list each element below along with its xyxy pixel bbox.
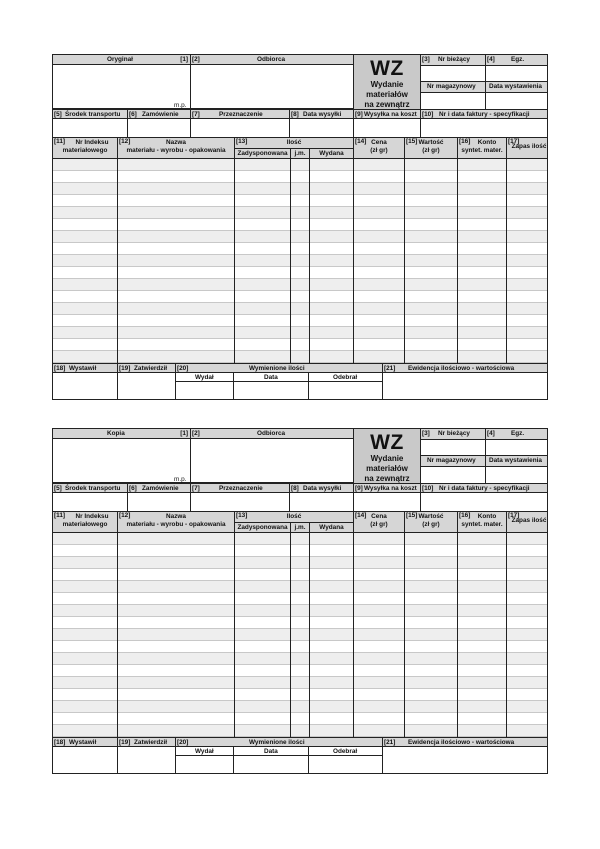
przeznaczenie-field[interactable] xyxy=(190,118,290,138)
mp-label: m.p. xyxy=(174,102,187,109)
table-row[interactable] xyxy=(53,677,548,689)
recipient-field[interactable] xyxy=(190,64,354,109)
srodek-num: [5] xyxy=(54,111,62,118)
column-divider xyxy=(457,533,458,738)
table-row[interactable] xyxy=(53,653,548,665)
issuer-field[interactable] xyxy=(52,438,191,483)
odebral-field[interactable] xyxy=(308,381,383,400)
col12-header xyxy=(117,137,235,159)
col16-num: [16] xyxy=(459,512,471,519)
recipient-num: [2] xyxy=(192,56,200,63)
egz-num: [4] xyxy=(487,430,495,437)
data-wysylki-num: [8] xyxy=(291,111,299,118)
zatwierdzil-label: Zatwierdził xyxy=(134,739,168,746)
table-row[interactable] xyxy=(53,533,548,545)
przeznaczenie-label: Przeznaczenie xyxy=(219,485,263,492)
faktura-field[interactable] xyxy=(420,492,548,512)
col13-num: [13] xyxy=(236,138,248,145)
wystawil-label: Wystawił xyxy=(69,365,97,372)
recipient-label: Odbiorca xyxy=(257,430,286,437)
zamowienie-label: Zamówienie xyxy=(142,485,179,492)
col17-label: Zapas ilość xyxy=(511,517,547,524)
table-row[interactable] xyxy=(53,195,548,207)
col15-num: [15] xyxy=(406,512,418,519)
column-divider xyxy=(404,159,405,364)
egz-label: Egz. xyxy=(511,56,525,63)
przeznaczenie-label: Przeznaczenie xyxy=(219,111,263,118)
przeznaczenie-field[interactable] xyxy=(190,492,290,512)
table-row[interactable] xyxy=(53,207,548,219)
column-divider xyxy=(234,533,235,738)
table-row[interactable] xyxy=(53,315,548,327)
wydal-field[interactable] xyxy=(175,755,234,774)
items-table-body[interactable] xyxy=(52,158,548,364)
column-divider xyxy=(309,159,310,364)
copy-label: Kopia xyxy=(107,430,125,437)
col12-num: [12] xyxy=(119,512,131,519)
column-divider xyxy=(290,159,291,364)
data-wysylki-num: [8] xyxy=(291,485,299,492)
data-field[interactable] xyxy=(233,755,309,774)
col13-sub3: Wydana xyxy=(319,524,344,531)
column-divider xyxy=(234,159,235,364)
col13-sub1: Zadysponowana xyxy=(237,150,288,157)
wymienione-num: [20] xyxy=(177,739,189,746)
column-divider xyxy=(404,533,405,738)
col13-sub1: Zadysponowana xyxy=(237,524,288,531)
table-row[interactable] xyxy=(53,593,548,605)
nr-biezacy-field[interactable] xyxy=(420,65,486,82)
data-wysylki-label: Data wysyłki xyxy=(303,485,342,492)
ewidencja-label: Ewidencja ilościowo - wartościowa xyxy=(408,739,515,746)
zatwierdzil-field[interactable] xyxy=(117,746,176,774)
col16-num: [16] xyxy=(459,138,471,145)
przeznaczenie-num: [7] xyxy=(192,111,200,118)
column-divider xyxy=(309,533,310,738)
table-row[interactable] xyxy=(53,327,548,339)
wystawil-num: [18] xyxy=(54,365,66,372)
wysylka-label: Wysyłka na koszt xyxy=(364,111,417,118)
form-original xyxy=(52,54,548,400)
col17-num: [17] xyxy=(508,138,520,145)
table-row[interactable] xyxy=(53,581,548,593)
faktura-label: Nr i data faktury - specyfikacji xyxy=(439,111,530,118)
wydal-label: Wydał xyxy=(195,748,214,755)
col13-sub2: j.m. xyxy=(294,150,306,157)
col12-label-b: materiału - wyrobu - opakowania xyxy=(126,521,226,528)
srodek-field[interactable] xyxy=(52,118,128,138)
nr-magazynowy-field[interactable] xyxy=(420,466,486,484)
wysylka-label: Wysyłka na koszt xyxy=(364,485,417,492)
wz-sub2: materiałów xyxy=(366,90,408,99)
zatwierdzil-num: [19] xyxy=(119,365,131,372)
data-wystawienia-label: Data wystawienia xyxy=(489,83,542,90)
zamowienie-num: [6] xyxy=(129,485,137,492)
col11-label-b: materiałowego xyxy=(62,521,108,528)
table-row[interactable] xyxy=(53,231,548,243)
faktura-label: Nr i data faktury - specyfikacji xyxy=(439,485,530,492)
table-row[interactable] xyxy=(53,255,548,267)
srodek-field[interactable] xyxy=(52,492,128,512)
table-row[interactable] xyxy=(53,351,548,363)
faktura-num: [10] xyxy=(422,485,434,492)
wz-sub1: Wydanie xyxy=(370,454,404,463)
wystawil-field[interactable] xyxy=(52,372,118,400)
srodek-label: Środek transportu xyxy=(65,485,121,492)
wydal-field[interactable] xyxy=(175,381,234,400)
zamowienie-label: Zamówienie xyxy=(142,111,179,118)
col11-label-a: Nr Indeksu xyxy=(75,139,109,146)
col17-header xyxy=(506,511,548,533)
col16-label-a: Konto xyxy=(477,513,497,520)
table-row[interactable] xyxy=(53,339,548,351)
zamowienie-field[interactable] xyxy=(127,118,191,138)
wz-sub3: na zewnątrz xyxy=(364,474,410,483)
table-row[interactable] xyxy=(53,605,548,617)
col16-header xyxy=(457,511,507,533)
nr-biezacy-num: [3] xyxy=(422,430,430,437)
col17-num: [17] xyxy=(508,512,520,519)
col14-num: [14] xyxy=(355,512,367,519)
recipient-label: Odbiorca xyxy=(257,56,286,63)
column-divider xyxy=(457,159,458,364)
wz-sub1: Wydanie xyxy=(370,80,404,89)
egz-label: Egz. xyxy=(511,430,525,437)
col14-header xyxy=(353,137,405,159)
table-row[interactable] xyxy=(53,171,548,183)
col15-label-a: Wartość xyxy=(418,513,444,520)
col13-sub2: j.m. xyxy=(294,524,306,531)
wymienione-label: Wymienione ilości xyxy=(249,365,305,372)
wz-sub3: na zewnątrz xyxy=(364,100,410,109)
wysylka-field[interactable] xyxy=(353,492,421,512)
ewidencja-num: [21] xyxy=(384,739,396,746)
wz-title: WZ xyxy=(370,431,404,454)
col11-num: [11] xyxy=(54,138,66,145)
col16-label-a: Konto xyxy=(477,139,497,146)
egz-num: [4] xyxy=(487,56,495,63)
data-field[interactable] xyxy=(233,381,309,400)
items-table-body[interactable] xyxy=(52,532,548,738)
column-divider xyxy=(506,159,507,364)
zatwierdzil-label: Zatwierdził xyxy=(134,365,168,372)
col11-num: [11] xyxy=(54,512,66,519)
table-row[interactable] xyxy=(53,243,548,255)
col15-num: [15] xyxy=(406,138,418,145)
col12-header xyxy=(117,511,235,533)
column-divider xyxy=(117,533,118,738)
wystawil-field[interactable] xyxy=(52,746,118,774)
zamowienie-num: [6] xyxy=(129,111,137,118)
col12-label-b: materiału - wyrobu - opakowania xyxy=(126,147,226,154)
data-wysylki-label: Data wysyłki xyxy=(303,111,342,118)
nr-magazynowy-label: Nr magazynowy xyxy=(427,83,476,90)
table-row[interactable] xyxy=(53,303,548,315)
recipient-num: [2] xyxy=(192,430,200,437)
data-wystawienia-label: Data wystawienia xyxy=(489,457,542,464)
table-row[interactable] xyxy=(53,629,548,641)
ewidencja-field[interactable] xyxy=(382,746,548,774)
table-row[interactable] xyxy=(53,617,548,629)
col13-label: Ilość xyxy=(286,139,302,146)
srodek-label: Środek transportu xyxy=(65,111,121,118)
col14-header xyxy=(353,511,405,533)
recipient-field[interactable] xyxy=(190,438,354,483)
col14-label-a: Cena xyxy=(371,513,387,520)
col15-label-b: (zł gr) xyxy=(422,147,440,154)
col17-label: Zapas ilość xyxy=(511,143,547,150)
wymienione-num: [20] xyxy=(177,365,189,372)
nr-biezacy-num: [3] xyxy=(422,56,430,63)
copy-label: Oryginał xyxy=(107,56,133,63)
col11-header xyxy=(52,511,118,533)
col12-label-a: Nazwa xyxy=(166,513,186,520)
table-row[interactable] xyxy=(53,545,548,557)
przeznaczenie-num: [7] xyxy=(192,485,200,492)
table-row[interactable] xyxy=(53,725,548,737)
wymienione-label: Wymienione ilości xyxy=(249,739,305,746)
nr-biezacy-label: Nr bieżący xyxy=(438,56,470,63)
table-row[interactable] xyxy=(53,279,548,291)
col13-sub3: Wydana xyxy=(319,150,344,157)
data-label: Data xyxy=(264,748,278,755)
zamowienie-field[interactable] xyxy=(127,492,191,512)
col13-label: Ilość xyxy=(286,513,302,520)
col12-label-a: Nazwa xyxy=(166,139,186,146)
col11-label-a: Nr Indeksu xyxy=(75,513,109,520)
col11-header xyxy=(52,137,118,159)
srodek-num: [5] xyxy=(54,485,62,492)
table-row[interactable] xyxy=(53,183,548,195)
odebral-label: Odebrał xyxy=(333,748,358,755)
column-divider xyxy=(117,159,118,364)
wysylka-num: [9] xyxy=(355,111,363,118)
egz-field[interactable] xyxy=(485,439,548,456)
col14-label-b: (zł gr) xyxy=(370,147,388,154)
wysylka-num: [9] xyxy=(355,485,363,492)
col17-header xyxy=(506,137,548,159)
column-divider xyxy=(353,159,354,364)
wysylka-field[interactable] xyxy=(353,118,421,138)
odebral-label: Odebrał xyxy=(333,374,358,381)
col16-header xyxy=(457,137,507,159)
column-divider xyxy=(506,533,507,738)
data-wystawienia-field[interactable] xyxy=(485,466,548,484)
ewidencja-num: [21] xyxy=(384,365,396,372)
copy-num: [1] xyxy=(180,430,188,437)
column-divider xyxy=(290,533,291,738)
data-wysylki-field[interactable] xyxy=(289,118,354,138)
data-label: Data xyxy=(264,374,278,381)
nr-biezacy-label: Nr bieżący xyxy=(438,430,470,437)
table-row[interactable] xyxy=(53,291,548,303)
table-row[interactable] xyxy=(53,159,548,171)
col11-label-b: materiałowego xyxy=(62,147,108,154)
table-row[interactable] xyxy=(53,219,548,231)
faktura-field[interactable] xyxy=(420,118,548,138)
zatwierdzil-num: [19] xyxy=(119,739,131,746)
nr-magazynowy-label: Nr magazynowy xyxy=(427,457,476,464)
table-row[interactable] xyxy=(53,689,548,701)
col12-num: [12] xyxy=(119,138,131,145)
zatwierdzil-field[interactable] xyxy=(117,372,176,400)
issuer-field[interactable] xyxy=(52,64,191,109)
table-row[interactable] xyxy=(53,701,548,713)
column-divider xyxy=(353,533,354,738)
wz-title: WZ xyxy=(370,57,404,80)
odebral-field[interactable] xyxy=(308,755,383,774)
nr-magazynowy-field[interactable] xyxy=(420,92,486,110)
wystawil-num: [18] xyxy=(54,739,66,746)
data-wysylki-field[interactable] xyxy=(289,492,354,512)
ewidencja-label: Ewidencja ilościowo - wartościowa xyxy=(408,365,515,372)
data-wystawienia-field[interactable] xyxy=(485,92,548,110)
table-row[interactable] xyxy=(53,713,548,725)
col15-header xyxy=(404,137,458,159)
copy-num: [1] xyxy=(180,56,188,63)
col14-label-a: Cena xyxy=(371,139,387,146)
col16-label-b: syntet. mater. xyxy=(461,147,503,154)
wydal-label: Wydał xyxy=(195,374,214,381)
form-copy xyxy=(52,428,548,774)
nr-biezacy-field[interactable] xyxy=(420,439,486,456)
wz-sub2: materiałów xyxy=(366,464,408,473)
col15-label-b: (zł gr) xyxy=(422,521,440,528)
table-row[interactable] xyxy=(53,557,548,569)
mp-label: m.p. xyxy=(174,476,187,483)
col13-num: [13] xyxy=(236,512,248,519)
col15-header xyxy=(404,511,458,533)
table-row[interactable] xyxy=(53,665,548,677)
table-row[interactable] xyxy=(53,641,548,653)
ewidencja-field[interactable] xyxy=(382,372,548,400)
col16-label-b: syntet. mater. xyxy=(461,521,503,528)
egz-field[interactable] xyxy=(485,65,548,82)
col14-num: [14] xyxy=(355,138,367,145)
table-row[interactable] xyxy=(53,569,548,581)
col14-label-b: (zł gr) xyxy=(370,521,388,528)
table-row[interactable] xyxy=(53,267,548,279)
col15-label-a: Wartość xyxy=(418,139,444,146)
faktura-num: [10] xyxy=(422,111,434,118)
wystawil-label: Wystawił xyxy=(69,739,97,746)
